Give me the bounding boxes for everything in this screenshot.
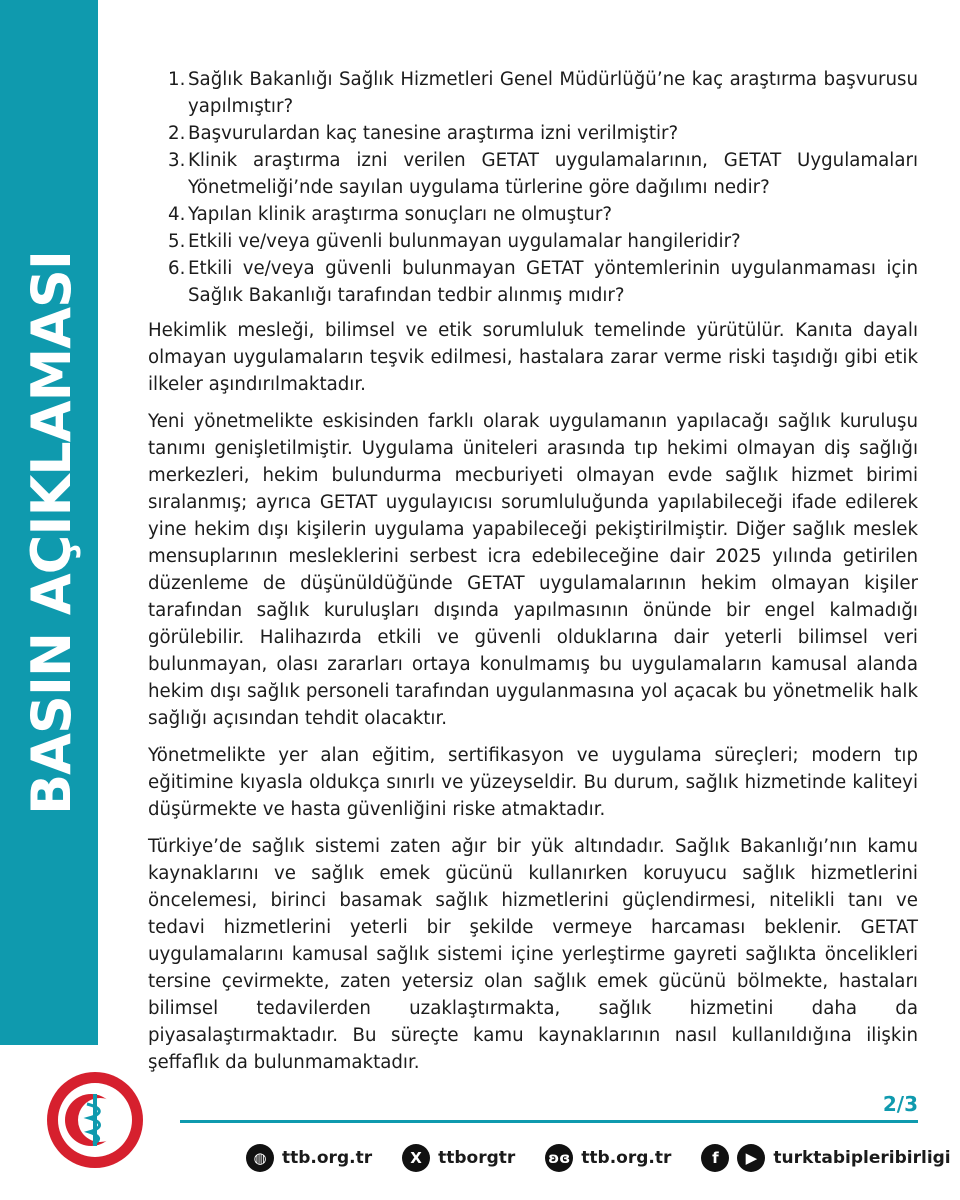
footer-divider	[180, 1120, 918, 1123]
youtube-icon: ▶	[737, 1144, 765, 1172]
question-item	[148, 66, 918, 120]
question-text: Sağlık Bakanlığı Sağlık Hizmetleri Genel Müdürlüğü’ne kaç araştırma başvurusu yapılmıştır?	[188, 69, 918, 117]
facebook-youtube-link[interactable]	[701, 1144, 950, 1172]
website-label: ttb.org.tr	[282, 1148, 373, 1168]
social-handle: turktabipleribirligi	[773, 1148, 951, 1168]
question-text: Yapılan klinik araştırma sonuçları ne olmuştur?	[188, 204, 612, 225]
list-number: 1.	[168, 69, 186, 90]
vertical-title: BASIN AÇIKLAMASI	[20, 251, 83, 815]
butterfly-icon: ʚɞ	[545, 1144, 573, 1172]
x-link[interactable]	[402, 1144, 515, 1172]
paragraph: Hekimlik mesleği, bilimsel ve etik sorumluluk temelinde yürütülür. Kanıta dayalı olmayan uygulamaların teşvik edilmesi, hastalara zarar verme riski taşıdığı gibi etik ilkeler aşındırılmaktadır.	[148, 320, 918, 395]
question-item	[148, 255, 918, 309]
question-text: Etkili ve/veya güvenli bulunmayan GETAT yöntemlerinin uygulanmaması için Sağlık Bakanlığı tarafından tedbir alınmış mıdır?	[188, 258, 918, 306]
social-links	[246, 1140, 960, 1176]
bluesky-label: ttb.org.tr	[581, 1148, 672, 1168]
document-body	[148, 66, 918, 1086]
list-number: 5.	[168, 231, 186, 252]
list-number: 6.	[168, 258, 186, 279]
ttb-logo	[45, 1070, 145, 1170]
question-item	[148, 120, 918, 147]
globe-icon: ◍	[246, 1144, 274, 1172]
list-number: 2.	[168, 123, 186, 144]
website-link[interactable]	[246, 1144, 372, 1172]
question-item	[148, 147, 918, 201]
list-number: 3.	[168, 150, 186, 171]
facebook-icon: f	[701, 1144, 729, 1172]
question-text: Başvurulardan kaç tanesine araştırma izni verilmiştir?	[188, 123, 679, 144]
question-list	[148, 66, 918, 309]
page-number: 2/3	[882, 1092, 918, 1116]
paragraph: Yeni yönetmelikte eskisinden farklı olarak uygulamanın yapılacağı sağlık kuruluşu tanımı genişletilmiştir. Uygulama üniteleri arasında tıp hekimi olmayan diş sağlığı merkezleri, hekim bulundurma mecburiyeti olmayan evde sağlık hizmet birimi sıralanmış; ayrıca GETAT uygulayıcısı sorumluluğunda yapılabileceği ifade edilerek yine hekim dışı kişilerin uygulama yapabileceği pekiştirilmiştir. Diğer sağlık meslek mensuplarının mesleklerini serbest icra edebileceğine dair 2025 yılında getirilen düzenleme de düşünüldüğünde GETAT uygulamalarının hekim olmayan kişiler tarafından sağlık kuruluşları dışında yapılmasının önünde bir engel kalmadığı görülebilir. Halihazırda etkili ve güvenli olduklarına dair yeterli bilimsel veri bulunmayan, olası zararları ortaya konulmamış bu uygulamaların kamusal alanda hekim dışı sağlık personeli tarafından uygulanmasına yol açacak bu yönetmelik halk sağlığı açısından tehdit olacaktır.	[148, 411, 918, 729]
paragraph: Yönetmelikte yer alan eğitim, sertifikasyon ve uygulama süreçleri; modern tıp eğitimine kıyasla oldukça sınırlı ve yüzeyseldir. Bu durum, sağlık hizmetinde kaliteyi düşürmekte ve hasta güvenliğini riske atmaktadır.	[148, 745, 918, 820]
x-icon: X	[402, 1144, 430, 1172]
x-handle: ttborgtr	[438, 1148, 516, 1168]
question-text: Etkili ve/veya güvenli bulunmayan uygulamalar hangileridir?	[188, 231, 741, 252]
question-item	[148, 228, 918, 255]
list-number: 4.	[168, 204, 186, 225]
paragraph: Türkiye’de sağlık sistemi zaten ağır bir yük altındadır. Sağlık Bakanlığı’nın kamu kaynaklarını ve sağlık emek gücünü kullanırken koruyucu sağlık hizmetlerini öncelemesi, birinci basamak sağlık hizmetlerini güçlendirmesi, nitelikli tanı ve tedavi hizmetlerini yeterli bir şekilde vermeye harcaması beklenir. GETAT uygulamalarını kamusal sağlık sistemi içine yerleştirme gayreti sağlıkta öncelikleri tersine çevirmekte, zaten yetersiz olan sağlık emek gücünü bölmekte, hastaları bilimsel tedavilerden uzaklaştırmakta, sağlık hizmetini daha da piyasalaştırmaktadır. Bu süreçte kamu kaynaklarının nasıl kullanıldığına ilişkin şeffaflık da bulunmamaktadır.	[148, 836, 918, 1073]
question-text: Klinik araştırma izni verilen GETAT uygulamalarının, GETAT Uygulamaları Yönetmeliği’nde sayılan uygulama türlerine göre dağılımı nedir?	[188, 150, 918, 198]
bluesky-link[interactable]	[545, 1144, 671, 1172]
question-item	[148, 201, 918, 228]
